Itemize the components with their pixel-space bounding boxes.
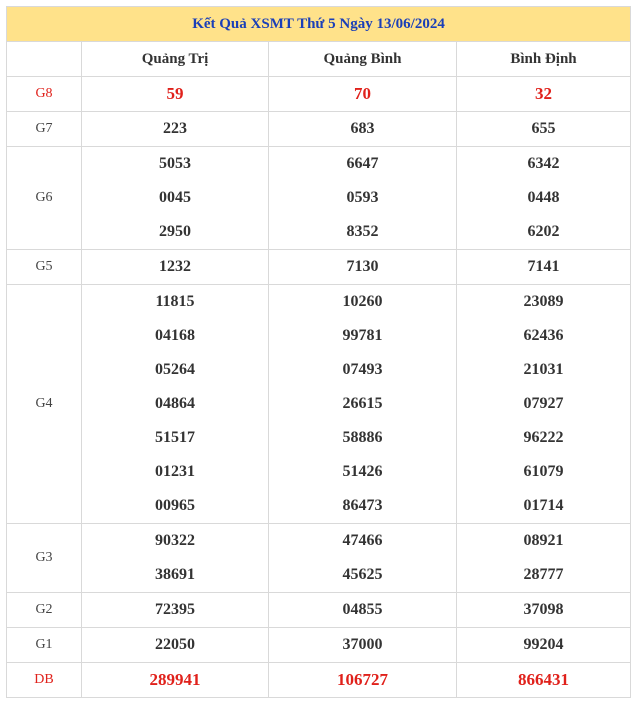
result-number: 6647	[269, 147, 457, 182]
result-number: 08921	[457, 524, 631, 559]
result-number: 96222	[457, 421, 631, 455]
result-number: 04168	[82, 319, 269, 353]
result-number: 47466	[269, 524, 457, 559]
result-number: 6202	[457, 215, 631, 250]
result-number: 01231	[82, 455, 269, 489]
prize-label: G1	[7, 628, 82, 663]
result-number: 45625	[269, 558, 457, 593]
result-number: 223	[82, 112, 269, 147]
prize-row-g4	[7, 489, 631, 524]
prize-row-g4	[7, 421, 631, 455]
result-number: 90322	[82, 524, 269, 559]
result-number: 04855	[269, 593, 457, 628]
result-number: 655	[457, 112, 631, 147]
result-number: 07493	[269, 353, 457, 387]
result-number: 2950	[82, 215, 269, 250]
prize-label: G6	[7, 147, 82, 250]
header-row	[7, 42, 631, 77]
prize-row-g8	[7, 77, 631, 112]
result-number: 07927	[457, 387, 631, 421]
result-number: 01714	[457, 489, 631, 524]
result-number: 32	[457, 77, 631, 112]
prize-row-g4	[7, 353, 631, 387]
prize-label: G3	[7, 524, 82, 593]
prize-label: G5	[7, 250, 82, 285]
prize-row-g7	[7, 112, 631, 147]
province-header: Quảng Trị	[82, 42, 269, 77]
result-number: 8352	[269, 215, 457, 250]
prize-row-g3	[7, 524, 631, 559]
prize-label: G2	[7, 593, 82, 628]
prize-label: G8	[7, 77, 82, 112]
result-number: 86473	[269, 489, 457, 524]
province-header: Bình Định	[457, 42, 631, 77]
result-number: 58886	[269, 421, 457, 455]
result-number: 59	[82, 77, 269, 112]
prize-row-g1	[7, 628, 631, 663]
result-number: 51517	[82, 421, 269, 455]
result-number: 1232	[82, 250, 269, 285]
result-number: 0593	[269, 181, 457, 215]
result-number: 289941	[82, 663, 269, 698]
result-number: 23089	[457, 285, 631, 320]
prize-label: DB	[7, 663, 82, 698]
prize-row-g5	[7, 250, 631, 285]
page-title: Kết Quả XSMT Thứ 5 Ngày 13/06/2024	[7, 7, 631, 42]
lottery-results-table	[6, 6, 631, 698]
result-number: 106727	[269, 663, 457, 698]
result-number: 51426	[269, 455, 457, 489]
prize-row-g3	[7, 558, 631, 593]
result-number: 70	[269, 77, 457, 112]
result-number: 26615	[269, 387, 457, 421]
result-number: 21031	[457, 353, 631, 387]
prize-row-g4	[7, 319, 631, 353]
result-number: 00965	[82, 489, 269, 524]
prize-row-g6	[7, 147, 631, 182]
prize-label: G7	[7, 112, 82, 147]
result-number: 38691	[82, 558, 269, 593]
result-number: 11815	[82, 285, 269, 320]
result-number: 72395	[82, 593, 269, 628]
result-number: 37000	[269, 628, 457, 663]
result-number: 05264	[82, 353, 269, 387]
result-number: 7141	[457, 250, 631, 285]
result-number: 0448	[457, 181, 631, 215]
result-number: 28777	[457, 558, 631, 593]
prize-row-g6	[7, 181, 631, 215]
title-row	[7, 7, 631, 42]
prize-row-g4	[7, 387, 631, 421]
result-number: 5053	[82, 147, 269, 182]
prize-row-g2	[7, 593, 631, 628]
result-number: 866431	[457, 663, 631, 698]
result-number: 04864	[82, 387, 269, 421]
result-number: 6342	[457, 147, 631, 182]
prize-row-db	[7, 663, 631, 698]
prize-row-g4	[7, 285, 631, 320]
result-number: 37098	[457, 593, 631, 628]
prize-label: G4	[7, 285, 82, 524]
result-number: 99781	[269, 319, 457, 353]
prize-row-g4	[7, 455, 631, 489]
result-number: 61079	[457, 455, 631, 489]
province-header: Quảng Bình	[269, 42, 457, 77]
prize-column-header	[7, 42, 82, 77]
prize-row-g6	[7, 215, 631, 250]
result-number: 7130	[269, 250, 457, 285]
result-number: 0045	[82, 181, 269, 215]
result-number: 683	[269, 112, 457, 147]
result-number: 10260	[269, 285, 457, 320]
result-number: 99204	[457, 628, 631, 663]
result-number: 62436	[457, 319, 631, 353]
result-number: 22050	[82, 628, 269, 663]
